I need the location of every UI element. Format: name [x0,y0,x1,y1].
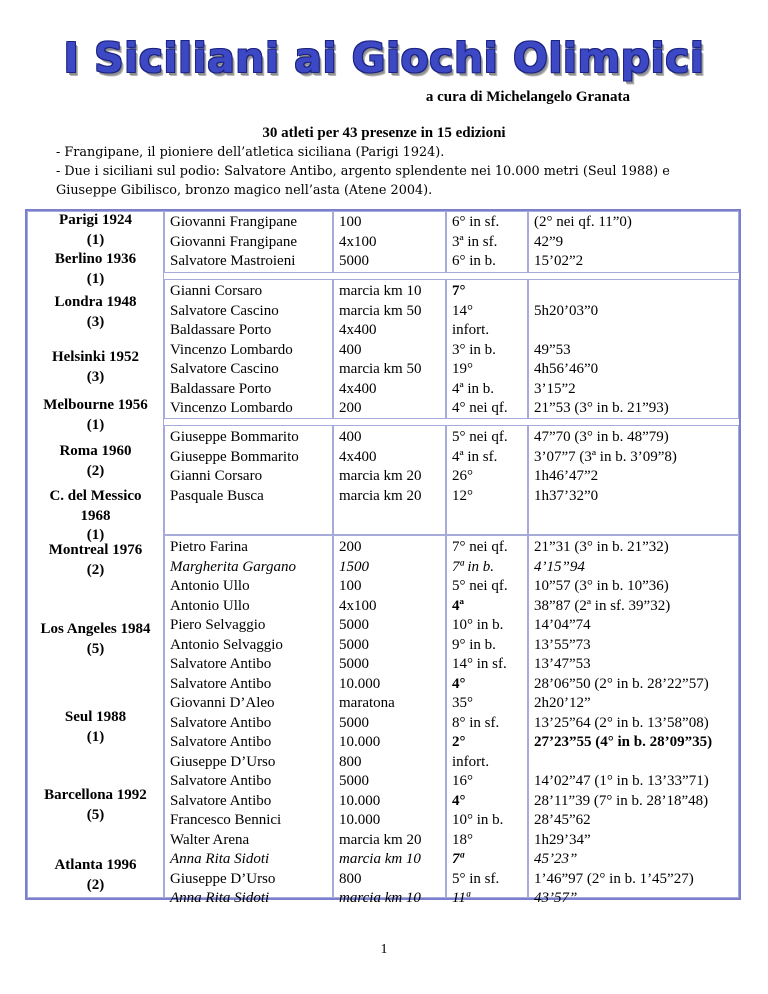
placement: 4ª [452,597,464,614]
result-time: 1’46”97 (2° in b. 1’45”27) [534,870,694,887]
result-time: 27’23”55 (4° in b. 28’09”35) [534,734,713,750]
result-time [534,753,712,773]
result-time: 21”53 (3° in b. 21”93) [534,400,669,416]
event-name: 5000 [339,636,369,653]
event-name: 4x400 [339,322,377,338]
page-title: I Siciliani ai Giochi Olimpici [63,34,705,82]
result-time: 14’02”47 (1° in b. 13’33”71) [534,773,709,789]
event-name-column [339,213,377,272]
result-time: 45’23” [534,851,578,867]
event-name: 10.000 [339,812,381,828]
result-time: 2h20’12” [534,695,591,711]
edition-label: Helsinki 1952 (3) [51,349,140,385]
athlete-name: Antonio Ullo [170,597,250,614]
placement: 18° [452,831,473,848]
athlete-name: Walter Arena [170,831,250,848]
editions-column [27,211,164,898]
event-name: 400 [339,341,362,358]
event-name: marcia km 20 [339,468,422,484]
athlete-name: Salvatore Antibo [170,714,272,731]
placement: 14° [452,302,473,319]
placement: 16° [452,773,473,789]
event-name: marcia km 50 [339,361,422,377]
event-name: marcia km 10 [339,283,422,299]
placement: 4° [452,675,466,692]
result-time: 49”53 [534,341,571,358]
event-name: 10.000 [339,675,381,692]
result-time: 38”87 (2ª in sf. 39”32) [534,597,671,614]
result-time: 13’55”73 [534,636,591,653]
edition-label: Montreal 1976 (2) [48,542,143,578]
edition-label: Londra 1948 (3) [54,294,137,330]
placement: 19° [452,361,473,377]
placement: 4° nei qf. [452,400,508,416]
athlete-name: Salvatore Cascino [170,302,279,319]
event-name: 800 [339,753,362,770]
edition-label: Atlanta 1996 (2) [54,857,137,893]
placement: 7ª [452,851,464,867]
event-name-column [339,428,421,506]
result-time: 15’02”2 [534,253,584,269]
result-time: 28’06”50 (2° in b. 28’22”57) [534,675,709,692]
page-number: 1 [380,942,388,957]
result-time: 21”31 (3° in b. 21”32) [534,539,669,555]
placement: 6° in b. [452,253,496,269]
athlete-name-column [170,282,293,419]
result-time: 13’25”64 (2° in b. 13’58”08) [534,714,709,731]
result-time: 5h20’03”0 [534,302,599,319]
result-time: 43’57” [534,890,578,906]
placement: 5° nei qf. [452,429,508,445]
placement: 12° [452,487,473,504]
athlete-name: Salvatore Antibo [170,734,272,750]
event-name: 5000 [339,617,369,633]
athlete-name: Giuseppe Bommarito [170,448,299,465]
result-time: 1h29’34” [534,831,591,848]
result-time: 28’45”62 [534,812,591,828]
event-name: marcia km 50 [339,302,422,319]
edition-label: C. del Messico 1968 (1) [49,488,142,543]
result-time [534,321,669,341]
event-name: 100 [339,578,362,594]
placement: 4° [452,792,466,809]
placement: 4ª in b. [452,380,495,397]
edition-label: Los Angeles 1984 (5) [40,621,151,657]
event-name: marcia km 20 [339,831,422,848]
placement: 26° [452,468,473,484]
event-name-column [339,538,421,909]
placement: infort. [452,753,490,770]
athlete-name: Antonio Ullo [170,578,250,594]
athlete-name: Salvatore Antibo [170,675,272,692]
intro-line: Giuseppe Gibilisco, bronzo magico nell’asta (Atene 2004). [56,183,433,198]
placement-column [452,538,508,909]
event-name: marcia km 10 [339,851,421,867]
result-time: (2° nei qf. 11”0) [534,214,632,230]
placement: 10° in b. [452,617,504,633]
result-time: 47”70 (3° in b. 48”79) [534,429,669,445]
intro-line: - Frangipane, il pioniere dell’atletica siciliana (Parigi 1924). [56,145,445,160]
result-time: 4’15”94 [534,558,585,575]
placement: 4ª in sf. [452,448,498,465]
athlete-name: Giovanni Frangipane [170,214,298,230]
result-time: 14’04”74 [534,617,591,633]
athlete-name: Salvatore Antibo [170,792,272,809]
event-name: 5000 [339,253,369,269]
placement: 9° in b. [452,636,496,653]
edition-label: Barcellona 1992 (5) [44,787,147,823]
event-name: maratona [339,695,395,711]
athlete-name: Gianni Corsaro [170,468,263,484]
result-time-column [534,213,632,272]
event-name: 5000 [339,656,369,672]
athlete-name: Pasquale Busca [170,487,264,504]
athlete-name: Baldassare Porto [170,380,272,397]
intro-text [56,143,746,200]
athlete-name: Giovanni D’Aleo [170,695,275,711]
event-name: marcia km 10 [339,890,421,906]
placement: 8° in sf. [452,714,500,731]
placement: 14° in sf. [452,656,507,672]
edition-label: Melbourne 1956 (1) [43,397,148,433]
result-time: 28’11”39 (7° in b. 28’18”48) [534,792,709,809]
result-time-column [534,282,669,419]
placement-column [452,428,508,506]
edition-label: Berlino 1936 (1) [54,251,137,287]
event-name: marcia km 20 [339,487,422,504]
event-name: 10.000 [339,734,381,750]
result-time-column [534,538,712,909]
athlete-name-column [170,538,296,909]
event-name: 5000 [339,714,369,731]
athlete-name: Salvatore Antibo [170,773,272,789]
event-name: 10.000 [339,792,381,809]
event-name: 4x100 [339,597,377,614]
placement: 6° in sf. [452,214,500,230]
result-time: 1h37’32”0 [534,487,599,504]
athlete-name: Vincenzo Lombardo [170,341,293,358]
author-credit: a cura di Michelangelo Granata [425,89,630,105]
event-name: 400 [339,429,362,445]
event-name: 5000 [339,773,369,789]
athlete-name: Margherita Gargano [170,558,296,575]
placement: 35° [452,695,473,711]
result-time: 3’07”7 (3ª in b. 3’09”8) [534,448,677,465]
placement: 11ª [452,890,471,906]
event-name: 4x400 [339,380,377,397]
placement: 7ª in b. [452,558,495,575]
event-name: 4x100 [339,233,377,250]
athlete-name: Pietro Farina [170,539,248,555]
placement: 3ª in sf. [452,233,498,250]
placement: 3° in b. [452,341,496,358]
athlete-name-column [170,213,297,272]
result-time [534,282,669,302]
athlete-name: Baldassare Porto [170,322,272,338]
event-name: 200 [339,400,362,416]
athlete-name: Piero Selvaggio [170,617,266,633]
result-time: 10”57 (3° in b. 10”36) [534,578,669,594]
athlete-name: Giuseppe D’Urso [170,870,276,887]
athlete-name: Salvatore Antibo [170,656,272,672]
placement: 5° in sf. [452,870,500,887]
athlete-name: Giuseppe Bommarito [170,429,299,445]
athlete-name: Francesco Bennici [170,812,282,828]
athlete-name: Giovanni Frangipane [170,233,298,250]
edition-label: Parigi 1924 (1) [59,212,132,248]
result-time: 3’15”2 [534,380,576,397]
athlete-name: Gianni Corsaro [170,283,263,299]
athlete-name: Antonio Selvaggio [170,636,283,653]
result-time: 1h46’47”2 [534,468,599,484]
placement: 2° [452,734,466,750]
placement: infort. [452,322,490,338]
edition-label: Roma 1960 (2) [59,443,132,479]
event-name-column [339,282,421,419]
event-name: 200 [339,539,362,555]
athlete-name: Salvatore Cascino [170,361,279,377]
result-time: 4h56’46”0 [534,361,599,377]
placement-column [452,213,499,272]
event-name: 100 [339,214,362,230]
athlete-name: Salvatore Mastroieni [170,253,296,269]
athlete-name-column [170,428,299,506]
athlete-name: Anna Rita Sidoti [170,890,270,906]
event-name: 1500 [339,558,369,575]
result-time: 42”9 [534,233,564,250]
placement: 7° nei qf. [452,539,508,555]
placement-column [452,282,508,419]
placement: 7° [452,283,466,299]
athlete-name: Anna Rita Sidoti [170,851,270,867]
intro-line: - Due i siciliani sul podio: Salvatore Antibo, argento splendente nei 10.000 metri (Seul 1988) e [56,164,670,179]
placement: 5° nei qf. [452,578,508,594]
athlete-name: Vincenzo Lombardo [170,400,293,416]
edition-label: Seul 1988 (1) [64,709,127,745]
headline: 30 atleti per 43 presenze in 15 edizioni [262,125,506,141]
result-time: 13’47”53 [534,656,591,672]
result-time-column [534,428,677,506]
event-name: 4x400 [339,448,377,465]
event-name: 800 [339,870,362,887]
placement: 10° in b. [452,812,504,828]
athlete-name: Giuseppe D’Urso [170,753,276,770]
